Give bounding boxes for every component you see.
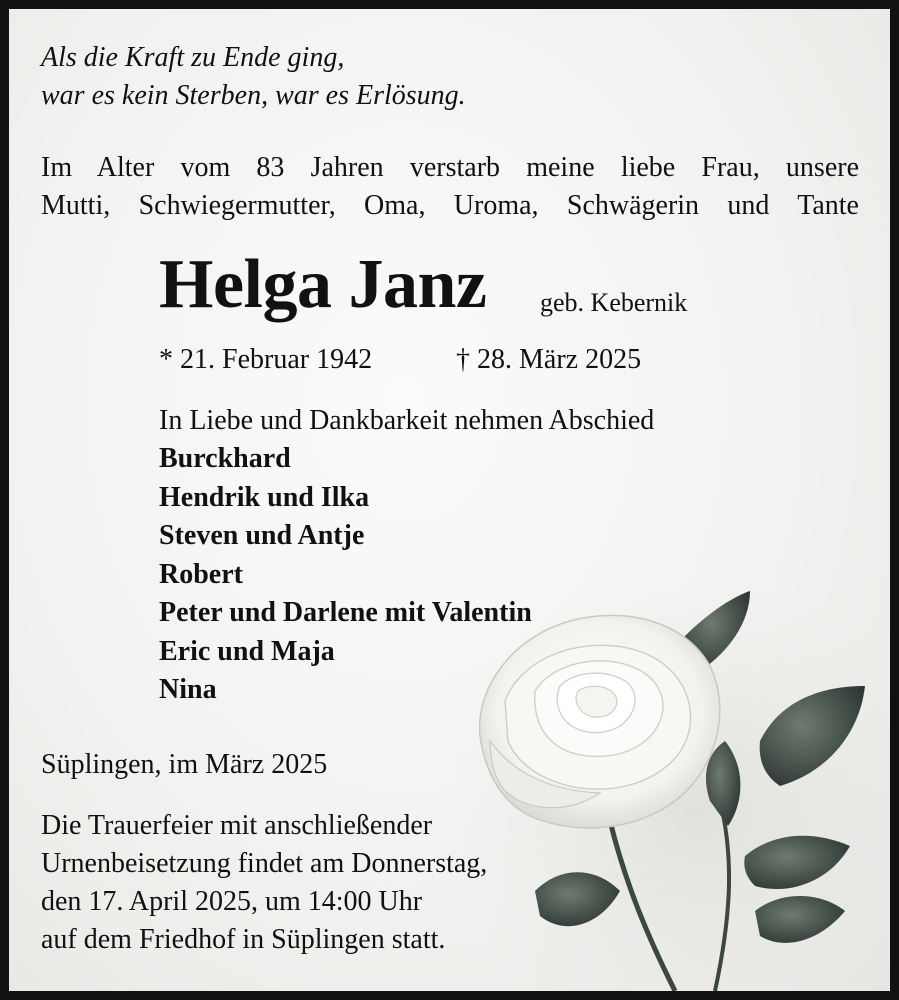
birth-name: geb. Kebernik <box>540 288 688 317</box>
mourner-name: Peter und Darlene mit Valentin <box>159 597 532 628</box>
funeral-info-line: Urnenbeisetzung findet am Donnerstag, <box>41 848 488 879</box>
mourner-name: Burckhard <box>159 443 291 474</box>
mourner-name: Hendrik und Ilka <box>159 482 370 513</box>
birth-date: * 21. Februar 1942 <box>159 344 373 375</box>
deceased-name: Helga Janz <box>159 246 487 323</box>
intro-line: Als die Kraft zu Ende ging, <box>41 42 345 73</box>
mourner-name: Nina <box>159 674 217 705</box>
mourner-name: Eric und Maja <box>159 636 335 667</box>
farewell-text: In Liebe und Dankbarkeit nehmen Abschied <box>159 405 655 436</box>
place-date: Süplingen, im März 2025 <box>41 749 328 780</box>
funeral-info-line: den 17. April 2025, um 14:00 Uhr <box>41 886 423 917</box>
intro-line: war es kein Sterben, war es Erlösung. <box>41 80 466 111</box>
mourner-name: Robert <box>159 559 243 590</box>
mourner-name: Steven und Antje <box>159 520 365 551</box>
announcement-line: Mutti, Schwiegermutter, Oma, Uroma, Schwägerin und Tante <box>41 190 859 221</box>
funeral-info-line: auf dem Friedhof in Süplingen statt. <box>41 924 446 955</box>
announcement-line: Im Alter vom 83 Jahren verstarb meine liebe Frau, unsere <box>41 152 859 183</box>
death-date: † 28. März 2025 <box>456 344 642 375</box>
funeral-info-line: Die Trauerfeier mit anschließender <box>41 810 433 841</box>
white-rose-illustration <box>460 591 890 991</box>
